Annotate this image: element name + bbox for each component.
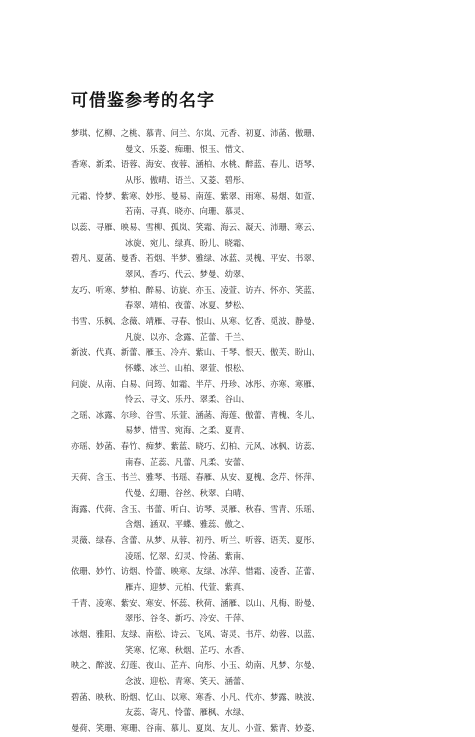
name-line: 念波、迎松、青寒、笑天、涵蕾、 xyxy=(125,675,250,686)
name-line: 依珊、妙竹、访烟、怜蕾、映寒、友绿、冰萍、惜霜、凌香、芷蕾、 xyxy=(71,566,320,577)
name-line: 笑寒、忆寒、秋烟、芷巧、水香、 xyxy=(125,644,250,655)
name-line: 冰旋、宛儿、绿真、盼儿、晓霜、 xyxy=(125,237,250,248)
name-line: 友巧、听寒、梦柏、醉易、访旋、亦玉、凌萱、访卉、怀亦、笑蓝、 xyxy=(71,284,320,295)
name-line: 海露、代荷、含玉、书蕾、听白、访琴、灵雁、秋春、雪青、乐瑶、 xyxy=(71,503,320,514)
name-line: 代曼、幻珊、谷丝、秋翠、白晴、 xyxy=(125,488,250,499)
page-title: 可借鉴参考的名字 xyxy=(71,91,215,111)
name-line: 香寒、新柔、语蓉、海安、夜蓉、涵柏、水桃、醉蓝、春儿、语琴、 xyxy=(71,159,320,170)
name-line: 易梦、惜雪、宛海、之柔、夏青、 xyxy=(125,425,250,436)
name-line: 之瑶、冰露、尔珍、谷雪、乐萱、涵菡、海莲、傲蕾、青槐、冬儿、 xyxy=(71,409,320,420)
name-line: 梦琪、忆柳、之桃、慕青、问兰、尔岚、元香、初夏、沛菡、傲珊、 xyxy=(71,128,320,138)
name-line: 从彤、傲晴、语兰、又菱、碧彤、 xyxy=(125,174,250,185)
name-line: 友蕊、寄凡、怜蕾、雁枫、水绿、 xyxy=(125,707,250,718)
name-line: 碧凡、夏菡、曼香、若烟、半梦、雅绿、冰蓝、灵槐、平安、书翠、 xyxy=(71,253,320,264)
name-line: 元霜、怜梦、紫寒、妙彤、曼易、南莲、紫翠、雨寒、易烟、如萱、 xyxy=(71,190,320,201)
name-line: 碧菡、映秋、盼烟、忆山、以寒、寒香、小凡、代亦、梦露、映波、 xyxy=(71,691,320,702)
name-line: 灵薇、绿春、含蕾、从梦、从蓉、初丹、听兰、听蓉、语芙、夏彤、 xyxy=(71,535,320,546)
name-line: 问旋、从南、白易、问筠、如霜、半芹、丹珍、冰彤、亦寒、寒雁、 xyxy=(71,378,320,389)
name-line: 新波、代真、新蕾、雁玉、冷卉、紫山、千琴、恨天、傲芙、盼山、 xyxy=(71,347,320,358)
name-line: 冰烟、雅阳、友绿、南松、诗云、飞风、寄灵、书芹、幼蓉、以蓝、 xyxy=(71,629,320,639)
name-line: 怜云、寻文、乐丹、翠柔、谷山、 xyxy=(125,394,250,405)
name-line: 书雪、乐枫、念薇、靖雁、寻春、恨山、从寒、忆香、觅波、静曼、 xyxy=(71,315,320,326)
name-line: 含烟、涵双、平蝶、雅蕊、傲之、 xyxy=(125,519,250,530)
name-line: 南春、芷蕊、凡蕾、凡柔、安蕾、 xyxy=(125,456,250,467)
name-line: 天荷、含玉、书兰、雅琴、书瑶、春雁、从安、夏槐、念芹、怀萍、 xyxy=(71,472,320,483)
name-line: 曼荷、笑珊、寒珊、谷南、慕儿、夏岚、友儿、小萱、紫青、妙菱、 xyxy=(71,722,320,733)
name-line: 凌瑶、忆翠、幻灵、怜菡、紫南、 xyxy=(125,550,250,561)
name-line: 翠风、香巧、代云、梦曼、幼翠、 xyxy=(125,268,250,279)
name-line: 春翠、靖柏、夜蕾、冰夏、梦松、 xyxy=(125,300,250,311)
name-line: 翠彤、谷冬、新巧、冷安、千萍、 xyxy=(125,613,250,624)
names-body xyxy=(71,126,411,737)
name-line: 若南、寻真、晓亦、向珊、慕灵、 xyxy=(125,206,250,217)
name-line: 凡旋、以亦、念露、芷蕾、千兰、 xyxy=(125,331,250,342)
name-line: 映之、醉波、幻莲、夜山、芷卉、向彤、小玉、幼南、凡梦、尔曼、 xyxy=(71,660,320,671)
name-line: 千青、凌寒、紫安、寒安、怀蕊、秋荷、涵雁、以山、凡梅、盼曼、 xyxy=(71,597,320,608)
name-line: 雁卉、迎梦、元柏、代萱、紫真、 xyxy=(125,582,250,593)
name-line: 以蕊、寻雁、映易、雪柳、孤岚、笑霜、海云、凝天、沛珊、寒云、 xyxy=(71,221,320,232)
name-line: 曼文、乐菱、痴珊、恨玉、惜文、 xyxy=(125,143,250,154)
name-line: 怀蝶、冰兰、山柏、翠萱、恨松、 xyxy=(125,362,250,373)
name-line: 亦瑶、妙菡、春竹、痴梦、紫蓝、晓巧、幻柏、元风、冰枫、访蕊、 xyxy=(71,441,320,452)
